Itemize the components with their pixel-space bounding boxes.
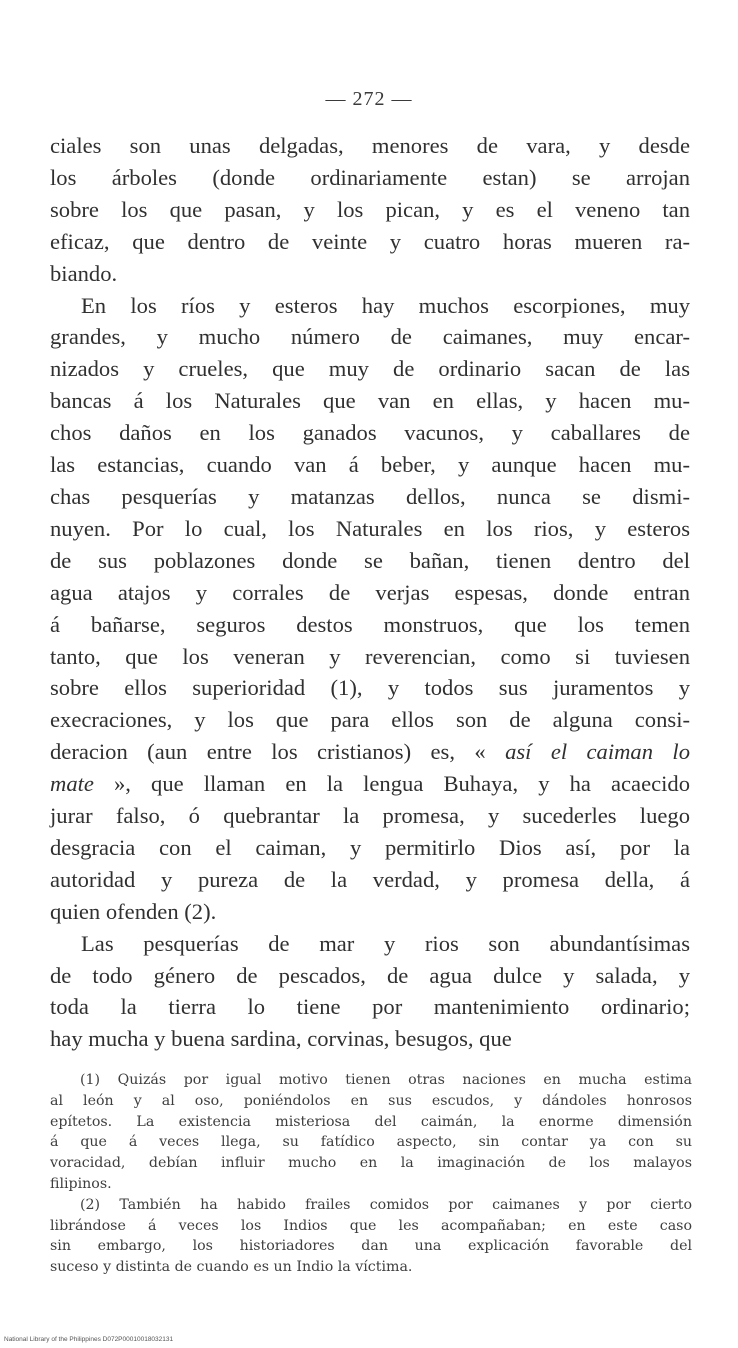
text-line: hay mucha y buena sardina, corvinas, besugos, que: [50, 1026, 512, 1052]
text-line: bancas á los Naturales que van en ellas, y hacen mu-: [50, 388, 690, 414]
text-line: agua atajos y corrales de verjas espesas, donde entran: [50, 579, 690, 605]
text-line: nuyen. Por lo cual, los Naturales en los rios, y esteros: [50, 515, 690, 541]
page-number: — 272 —: [325, 88, 413, 110]
footnote: [50, 1195, 692, 1278]
text-line: execraciones, y los que para ellos son de alguna consi-: [50, 707, 690, 733]
text-line: toda la tierra lo tiene por mantenimiento ordinario;: [50, 994, 690, 1020]
text-line: grandes, y mucho número de caimanes, muy encar-: [50, 324, 690, 350]
text-line: jurar falso, ó quebrantar la promesa, y sucederles luego: [50, 803, 690, 829]
main-text: [50, 130, 690, 1055]
text-line: Las pesquerías de mar y rios son abundantísimas: [81, 930, 690, 956]
text-line: ciales son unas delgadas, menores de vara, y desde: [50, 133, 690, 158]
footnote-line: filipinos.: [50, 1175, 112, 1192]
text-line: sobre ellos superioridad (1), y todos sus juramentos y: [50, 675, 690, 701]
text-line: autoridad y pureza de la verdad, y promesa della, á: [50, 866, 690, 892]
text-line: sobre los que pasan, y los pican, y es el veneno tan: [50, 196, 690, 222]
text-line: tanto, que los veneran y reverencian, como si tuviesen: [50, 643, 690, 669]
footnote-line: al león y al oso, poniéndolos en sus escudos, y dándoles honrosos: [50, 1092, 692, 1109]
text-line: los árboles (donde ordinariamente estan) se arrojan: [50, 164, 690, 190]
text-line: biando.: [50, 260, 118, 286]
text-line: eficaz, que dentro de veinte y cuatro horas mueren ra-: [50, 228, 690, 254]
text-line: chos daños en los ganados vacunos, y caballares de: [50, 420, 690, 446]
footnote-line: á que á veces llega, su fatídico aspecto, sin contar ya con su: [50, 1134, 692, 1151]
paragraph: [50, 928, 690, 1056]
footnote-line: (1) Quizás por igual motivo tienen otras naciones en mucha estima: [80, 1072, 692, 1088]
paragraph: [50, 290, 690, 928]
text-line: En los ríos y esteros hay muchos escorpiones, muy: [81, 292, 690, 318]
text-line: á bañarse, seguros destos monstruos, que los temen: [50, 611, 690, 637]
scan-credit: National Library of the Philippines D072P00010018032131: [4, 1336, 174, 1343]
text-line: mate », que llaman en la lengua Buhaya, y ha acaecido: [50, 771, 690, 797]
footnote-line: suceso y distinta de cuando es un Indio la víctima.: [50, 1259, 413, 1276]
text-line: desgracia con el caiman, y permitirlo Dios así, por la: [50, 834, 690, 860]
text-line: nizados y crueles, que muy de ordinario sacan de las: [50, 356, 690, 382]
footnote-line: epítetos. La existencia misteriosa del caimán, la enorme dimensión: [50, 1113, 692, 1130]
footnote: [50, 1070, 692, 1195]
footnote-line: sin embargo, los historiadores dan una explicación favorable del: [50, 1238, 692, 1255]
footnote-line: librándose á veces los Indios que les acompañaban; en este caso: [50, 1217, 692, 1234]
paragraph: [50, 130, 690, 290]
text-line: deracion (aun entre los cristianos) es, « así el caiman lo: [50, 739, 690, 765]
text-line: de todo género de pescados, de agua dulce y salada, y: [50, 962, 690, 988]
text-line: de sus poblazones donde se bañan, tienen dentro del: [50, 547, 690, 573]
footnotes: [50, 1070, 692, 1278]
text-line: las estancias, cuando van á beber, y aunque hacen mu-: [50, 452, 690, 478]
footnote-line: (2) También ha habido frailes comidos por caimanes y por cierto: [80, 1196, 692, 1213]
text-line: chas pesquerías y matanzas dellos, nunca se dismi-: [50, 483, 690, 509]
text-line: quien ofenden (2).: [50, 898, 217, 924]
footnote-line: voracidad, debían influir mucho en la imaginación de los malayos: [50, 1155, 692, 1172]
